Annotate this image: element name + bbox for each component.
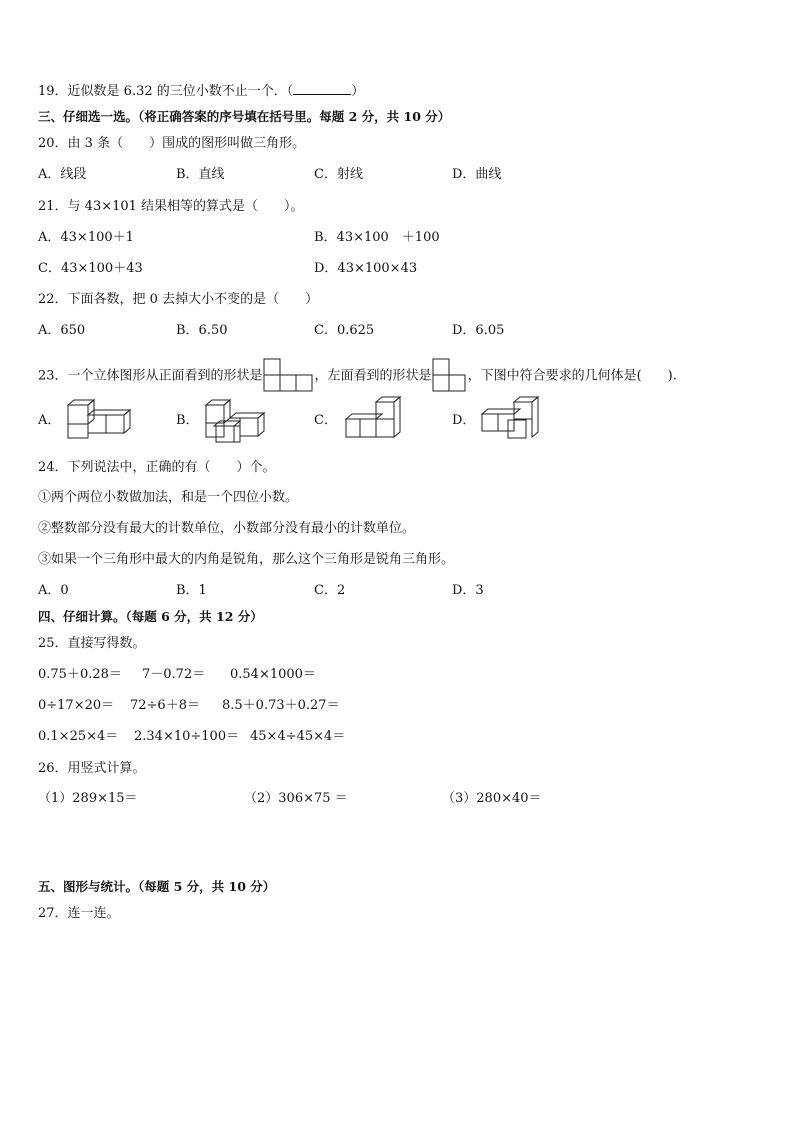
calc-item: 72÷6＋8＝ xyxy=(130,698,200,713)
vertical-calc-item: （2）306×75 ＝ xyxy=(244,791,348,806)
question-26: 26．用竖式计算。 xyxy=(38,761,146,776)
calc-item: 2.34×10÷100＝ xyxy=(134,729,240,744)
option-c[interactable]: C．射线 xyxy=(314,167,363,182)
solid-figure-a xyxy=(64,398,136,442)
question-19-text: 19．近似数是 6.32 的三位小数不止一个．（ xyxy=(38,84,294,99)
statement-3: ③如果一个三角形中最大的内角是锐角，那么这个三角形是锐角三角形。 xyxy=(38,552,455,567)
option-c[interactable]: C．2 xyxy=(314,583,346,598)
option-a[interactable]: A．650 xyxy=(38,323,86,338)
option-d[interactable]: D． xyxy=(452,413,476,428)
question-22: 22．下面各数，把 0 去掉大小不变的是（ ） xyxy=(38,292,319,307)
solid-figure-b xyxy=(200,398,270,444)
front-view-figure xyxy=(263,358,315,394)
option-c[interactable]: C．43×100＋43 xyxy=(38,261,143,276)
question-24: 24．下列说法中，正确的有（ ）个。 xyxy=(38,460,276,475)
option-b[interactable]: B． xyxy=(176,413,199,428)
option-a[interactable]: A． xyxy=(38,413,61,428)
calc-item: 8.5＋0.73＋0.27＝ xyxy=(222,698,340,713)
option-a[interactable]: A．43×100＋1 xyxy=(38,230,134,245)
calc-item: 7－0.72＝ xyxy=(142,667,206,682)
vertical-calc-item: （3）280×40＝ xyxy=(442,791,542,806)
answer-blank[interactable] xyxy=(293,82,351,95)
statement-2: ②整数部分没有最大的计数单位，小数部分没有最小的计数单位。 xyxy=(38,521,416,536)
vertical-calc-item: （1）289×15＝ xyxy=(38,791,138,806)
question-23: 23．一个立体图形从正面看到的形状是 ，左面看到的形状是 ，下图中符合要求的几何体是( ). xyxy=(38,358,677,394)
option-d[interactable]: D．43×100×43 xyxy=(314,261,418,276)
option-d[interactable]: D．曲线 xyxy=(452,167,502,182)
question-25: 25．直接写得数。 xyxy=(38,636,146,651)
calc-item: 0.54×1000＝ xyxy=(230,667,316,682)
question-20: 20．由 3 条（ ）围成的图形叫做三角形。 xyxy=(38,136,306,151)
question-21: 21．与 43×101 结果相等的算式是（ ）。 xyxy=(38,199,304,214)
option-c[interactable]: C．0.625 xyxy=(314,323,375,338)
solid-figure-d xyxy=(478,394,544,442)
solid-figure-c xyxy=(340,394,406,442)
calc-item: 0.1×25×4＝ xyxy=(38,729,119,744)
option-b[interactable]: B．6.50 xyxy=(176,323,228,338)
option-b[interactable]: B．直线 xyxy=(176,167,225,182)
section-4-title: 四、仔细计算。（每题 6 分，共 12 分） xyxy=(38,609,263,624)
section-5-title: 五、图形与统计。（每题 5 分，共 10 分） xyxy=(38,879,276,894)
statement-1: ①两个两位小数做加法，和是一个四位小数。 xyxy=(38,490,299,505)
question-19: 19．近似数是 6.32 的三位小数不止一个．（ ） xyxy=(38,84,365,99)
option-b[interactable]: B．43×100 ＋100 xyxy=(314,230,440,245)
calc-item: 0.75＋0.28＝ xyxy=(38,667,122,682)
section-3-title: 三、仔细选一选。（将正确答案的序号填在括号里。每题 2 分，共 10 分） xyxy=(38,109,451,124)
option-d[interactable]: D．6.05 xyxy=(452,323,505,338)
question-27: 27．连一连。 xyxy=(38,906,120,921)
calc-item: 0÷17×20＝ xyxy=(38,698,115,713)
option-b[interactable]: B．1 xyxy=(176,583,207,598)
option-d[interactable]: D．3 xyxy=(452,583,484,598)
calc-item: 45×4÷45×4＝ xyxy=(250,729,346,744)
left-view-figure xyxy=(432,358,468,394)
option-c[interactable]: C． xyxy=(314,413,337,428)
option-a[interactable]: A．线段 xyxy=(38,167,87,182)
option-a[interactable]: A．0 xyxy=(38,583,69,598)
